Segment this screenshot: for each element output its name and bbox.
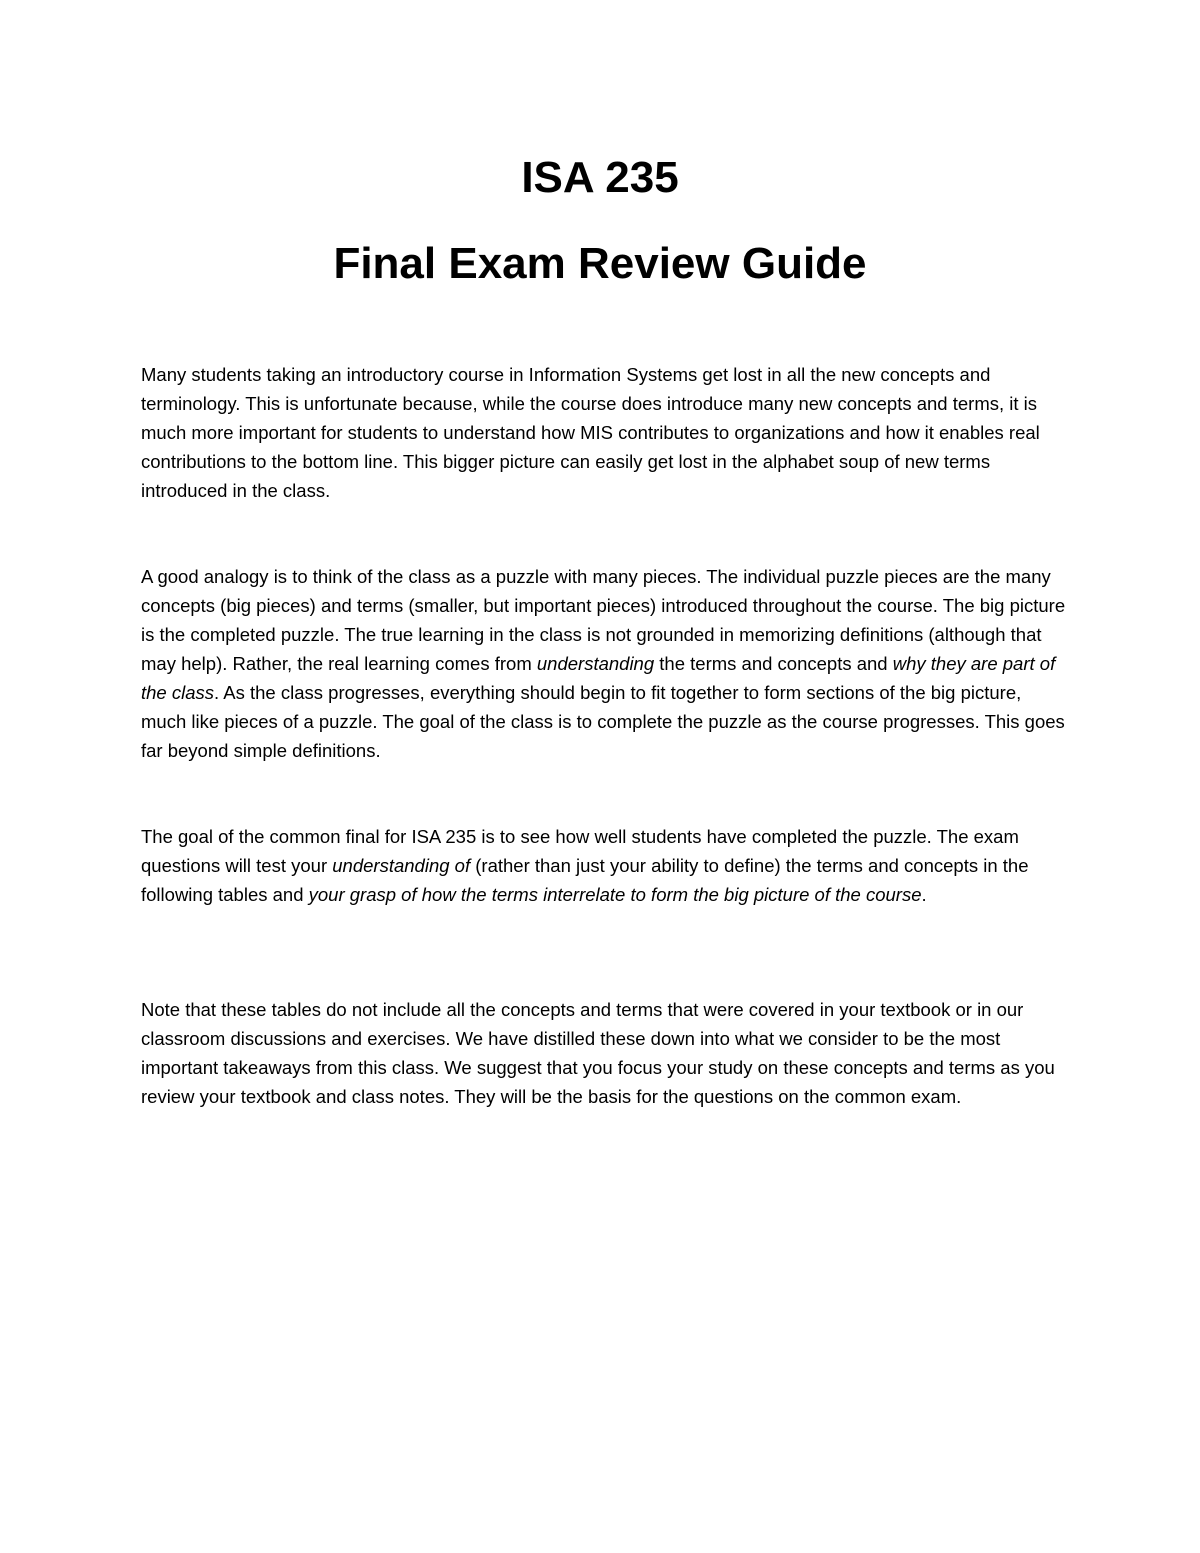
paragraph-intro: Many students taking an introductory course in Information Systems get lost in all the new concepts and terminology. This is unfortunate because, while the course does introduce many new concepts and terms, it is much more important for students to understand how MIS contributes to organizations and how it enables real contributions to the bottom line. This bigger picture can easily get lost in the alphabet soup of new terms introduced in the class. bbox=[141, 364, 1040, 501]
paragraph-common-final bbox=[141, 822, 1071, 909]
emphasis-text: your grasp of how the terms interrelate to form the big picture of the course bbox=[308, 884, 922, 905]
paragraph-text: . bbox=[921, 884, 927, 905]
paragraph-puzzle-analogy bbox=[141, 562, 1071, 765]
document-title-course: ISA 235 bbox=[521, 153, 679, 202]
emphasis-text: understanding of bbox=[332, 855, 471, 876]
paragraph-text: . As the class progresses, everything should begin to fit together to form sections of the big picture, much like pieces of a puzzle. The goal of the class is to complete the puzzle as the course progresses. This goes far beyond simple definitions. bbox=[141, 682, 1065, 761]
paragraph-text: (rather than just your ability to define) the terms and concepts in the following tables and bbox=[141, 855, 1029, 905]
paragraph-text: The goal of the common final for ISA 235 is to see how well students have completed the puzzle. The exam questions will test your bbox=[141, 826, 1019, 876]
paragraph-text: A good analogy is to think of the class as a puzzle with many pieces. The individual puzzle pieces are the many concepts (big pieces) and terms (smaller, but important pieces) introduced throughout the course. The big picture is the completed puzzle. The true learning in the class is not grounded in memorizing definitions (although that may help). Rather, the real learning comes from bbox=[141, 566, 1066, 674]
paragraph-note: Note that these tables do not include all the concepts and terms that were covered in your textbook or in our classroom discussions and exercises. We have distilled these down into what we consider to be the most important takeaways from this class. We suggest that you focus your study on these concepts and terms as you review your textbook and class notes. They will be the basis for the questions on the common exam. bbox=[141, 999, 1055, 1107]
paragraph-text: the terms and concepts and bbox=[654, 653, 893, 674]
document-title-guide: Final Exam Review Guide bbox=[333, 239, 867, 288]
emphasis-text: understanding bbox=[536, 653, 655, 674]
emphasis-text: why they are part of the class bbox=[141, 653, 1056, 703]
